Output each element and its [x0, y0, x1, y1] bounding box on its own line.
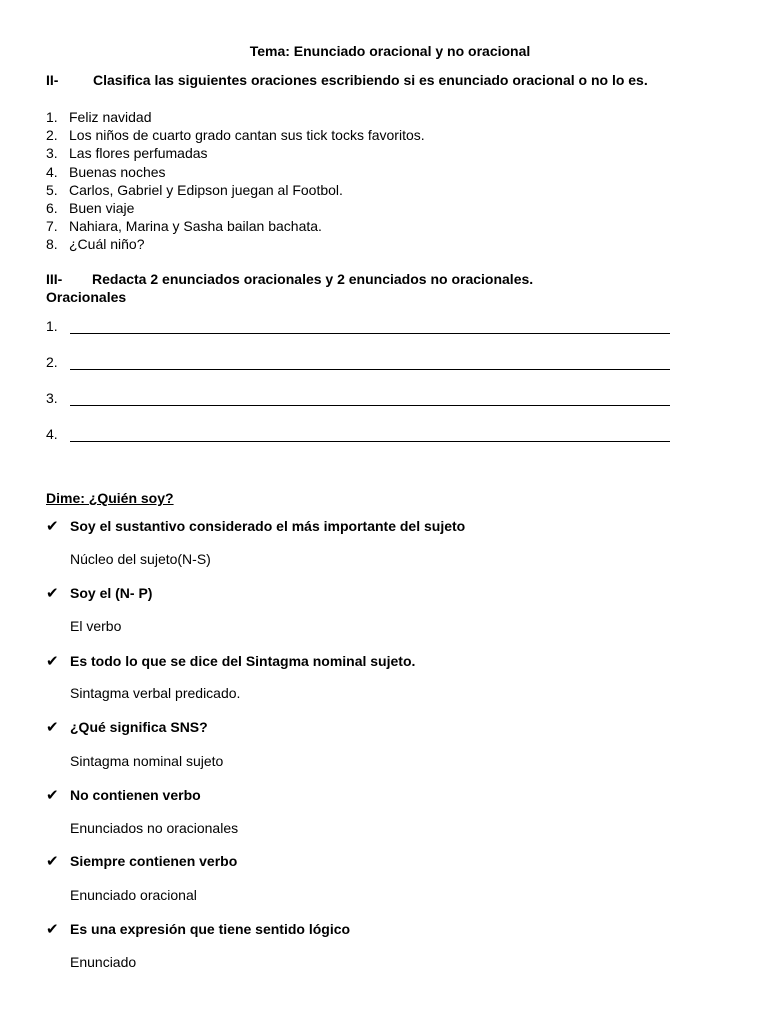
checkmark-icon: ✔: [46, 585, 59, 602]
list-item-number: 7.: [46, 218, 58, 235]
quiz-question: [46, 584, 152, 602]
answer-line-number: 4.: [46, 426, 58, 442]
quiz-question-text: Es una expresión que tiene sentido lógico: [70, 921, 351, 937]
section-2-number: II-: [46, 72, 59, 88]
section-3-number: III-: [46, 271, 63, 287]
answer-line[interactable]: [46, 318, 670, 334]
list-item: [46, 235, 425, 253]
list-item-text: Feliz navidad: [69, 109, 152, 125]
list-item: [46, 217, 425, 235]
list-item-number: 8.: [46, 236, 58, 253]
answer-line-number: 2.: [46, 354, 58, 370]
list-item: [46, 126, 425, 144]
list-item-number: 4.: [46, 163, 58, 180]
checkmark-icon: ✔: [46, 787, 59, 804]
quiz-question-text: Siempre contienen verbo: [70, 853, 238, 869]
quiz-heading: Dime: ¿Quién soy?: [46, 490, 174, 506]
quiz-question: [46, 786, 201, 804]
list-item-text: ¿Cuál niño?: [69, 236, 145, 253]
quiz-question-text: No contienen verbo: [70, 787, 201, 803]
list-item: [46, 108, 425, 126]
list-item-text: Nahiara, Marina y Sasha bailan bachata.: [69, 218, 322, 235]
blank-underline: [70, 321, 670, 334]
list-item-text: Las flores perfumadas: [69, 145, 208, 162]
list-item: [46, 199, 425, 217]
checkmark-icon: ✔: [46, 921, 59, 938]
list-item-number: 2.: [46, 127, 58, 144]
blank-underline: [70, 393, 670, 406]
list-item-number: 1.: [46, 109, 58, 125]
section-3-instruction: Redacta 2 enunciados oracionales y 2 enunciados no oracionales.: [92, 271, 534, 287]
checkmark-icon: ✔: [46, 518, 59, 535]
answer-line[interactable]: [46, 354, 670, 370]
list-item-text: Buen viaje: [69, 199, 135, 216]
list-item-number: 5.: [46, 181, 58, 198]
list-item-text: Los niños de cuarto grado cantan sus tick tocks favoritos.: [69, 127, 425, 144]
list-item: [46, 144, 425, 162]
quiz-question-text: Soy el (N- P): [70, 585, 153, 601]
list-item: [46, 163, 425, 181]
quiz-question-text: ¿Qué significa SNS?: [70, 719, 208, 735]
quiz-answer: Núcleo del sujeto(N-S): [70, 551, 211, 567]
checkmark-icon: ✔: [46, 653, 59, 670]
blank-underline: [70, 357, 670, 370]
quiz-question: [46, 852, 237, 870]
checkmark-icon: ✔: [46, 719, 59, 736]
list-item-number: 3.: [46, 145, 58, 162]
page-title: Tema: Enunciado oracional y no oracional: [249, 43, 531, 59]
sentence-list: [46, 108, 425, 254]
section-2-instruction: Clasifica las siguientes oraciones escribiendo si es enunciado oracional o no lo es.: [93, 72, 648, 88]
list-item-text: Buenas noches: [69, 163, 166, 180]
list-item-number: 6.: [46, 199, 58, 216]
answer-line[interactable]: [46, 426, 670, 442]
quiz-answer: El verbo: [70, 618, 122, 634]
oracionales-heading: Oracionales: [46, 289, 127, 305]
quiz-question: [46, 517, 465, 535]
quiz-answer: Sintagma nominal sujeto: [70, 753, 224, 769]
quiz-question: [46, 652, 415, 670]
blank-underline: [70, 429, 670, 442]
quiz-question-text: Es todo lo que se dice del Sintagma nominal sujeto.: [70, 653, 416, 669]
list-item-text: Carlos, Gabriel y Edipson juegan al Footbol.: [69, 181, 343, 198]
quiz-answer: Sintagma verbal predicado.: [70, 685, 241, 701]
quiz-question: [46, 920, 350, 938]
answer-line-number: 3.: [46, 390, 58, 406]
checkmark-icon: ✔: [46, 853, 59, 870]
list-item: [46, 181, 425, 199]
quiz-question-text: Soy el sustantivo considerado el más importante del sujeto: [70, 518, 466, 534]
quiz-question: [46, 718, 208, 736]
quiz-answer: Enunciado oracional: [70, 887, 197, 903]
answer-line-number: 1.: [46, 318, 58, 334]
quiz-answer: Enunciado: [70, 954, 137, 970]
answer-line[interactable]: [46, 390, 670, 406]
quiz-answer: Enunciados no oracionales: [70, 820, 239, 836]
